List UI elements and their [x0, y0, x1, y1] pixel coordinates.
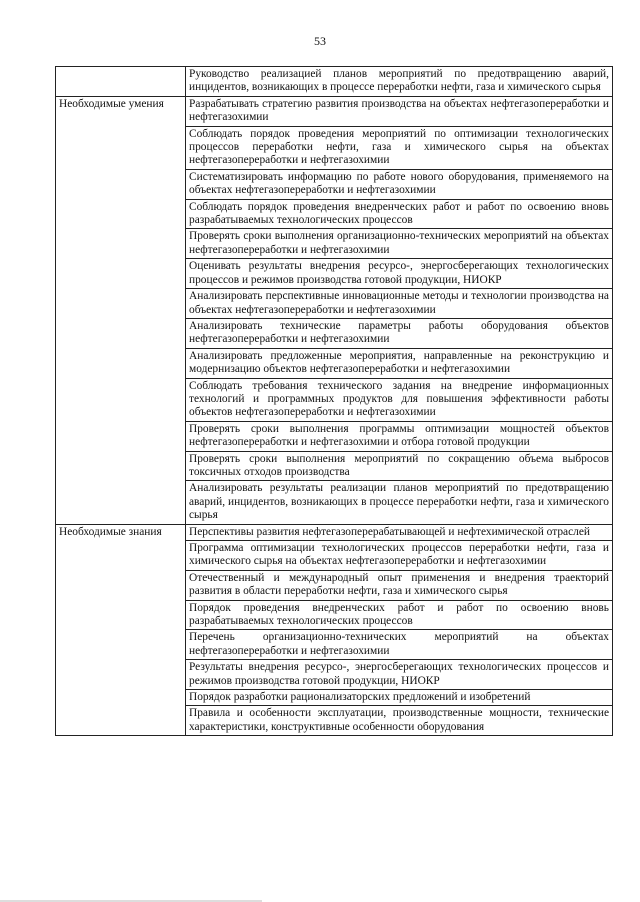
table-cell-text: Оценивать результаты внедрения ресурсо-, энергосберегающих технологических процессов и режимов производства готовой продукции, НИОКР [186, 259, 613, 289]
table-cell-text: Программа оптимизации технологических процессов переработки нефти, газа и химического сырья на объектах нефтегазопереработки и нефтегазохимии [186, 541, 613, 571]
table-cell-text: Правила и особенности эксплуатации, производственные мощности, технические характеристики, конструктивные особенности оборудования [186, 706, 613, 736]
table-cell-text: Руководство реализацией планов мероприятий по предотвращению аварий, инцидентов, возникающих в процессе переработки нефти, газа и химического сырья [186, 67, 613, 97]
table-cell-text: Результаты внедрения ресурсо-, энергосберегающих технологических процессов и режимов производства готовой продукции, НИОКР [186, 660, 613, 690]
table-cell-text: Анализировать технические параметры работы оборудования объектов нефтегазопереработки и нефтегазохимии [186, 318, 613, 348]
table-cell-text: Анализировать перспективные инновационные методы и технологии производства на объектах нефтегазопереработки и нефтегазохимии [186, 289, 613, 319]
table-row [56, 524, 613, 540]
table-row [56, 96, 613, 126]
competency-table [55, 66, 613, 736]
table-cell-text: Порядок разработки рационализаторских предложений и изобретений [186, 690, 613, 706]
table-cell-text: Систематизировать информацию по работе нового оборудования, применяемого на объектах нефтегазопереработки и нефтегазохимии [186, 169, 613, 199]
section-label [56, 67, 186, 97]
table-row [56, 67, 613, 97]
page-number: 53 [314, 34, 326, 48]
table-cell-text: Отечественный и международный опыт применения и внедрения траекторий развития в области переработки нефти, газа и химического сырья [186, 570, 613, 600]
table-cell-text: Соблюдать порядок проведения внедренческих работ и работ по освоению вновь разрабатываемых технологических процессов [186, 199, 613, 229]
table-body [56, 67, 613, 736]
table-cell-text: Перечень организационно-технических мероприятий на объектах нефтегазопереработки и нефтегазохимии [186, 630, 613, 660]
table-cell-text: Соблюдать требования технического задания на внедрение информационных технологий и программных продуктов для повышения эффективности работы объектов нефтегазопереработки и нефтегазохимии [186, 378, 613, 421]
table-cell-text: Проверять сроки выполнения организационно-технических мероприятий на объектах нефтегазопереработки и нефтегазохимии [186, 229, 613, 259]
table-cell-text: Проверять сроки выполнения мероприятий по сокращению объема выбросов токсичных отходов производства [186, 451, 613, 481]
table-cell-text: Анализировать результаты реализации планов мероприятий по предотвращению аварий, инцидентов, возникающих в процессе переработки нефти, газа и химического сырья [186, 481, 613, 524]
table-cell-text: Проверять сроки выполнения программы оптимизации мощностей объектов нефтегазопереработки и нефтегазохимии и отбора готовой продукции [186, 421, 613, 451]
table-cell-text: Разрабатывать стратегию развития производства на объектах нефтегазопереработки и нефтегазохимии [186, 96, 613, 126]
section-label: Необходимые умения [56, 96, 186, 524]
table-cell-text: Соблюдать порядок проведения мероприятий по оптимизации технологических процессов переработки нефти, газа и химического сырья на объектах нефтегазопереработки и нефтегазохимии [186, 126, 613, 169]
table-cell-text: Перспективы развития нефтегазоперерабатывающей и нефтехимической отраслей [186, 524, 613, 540]
section-label: Необходимые знания [56, 524, 186, 736]
table-cell-text: Порядок проведения внедренческих работ и работ по освоению вновь разрабатываемых технологических процессов [186, 600, 613, 630]
table-cell-text: Анализировать предложенные мероприятия, направленные на реконструкцию и модернизацию объектов нефтегазопереработки и нефтегазохимии [186, 348, 613, 378]
